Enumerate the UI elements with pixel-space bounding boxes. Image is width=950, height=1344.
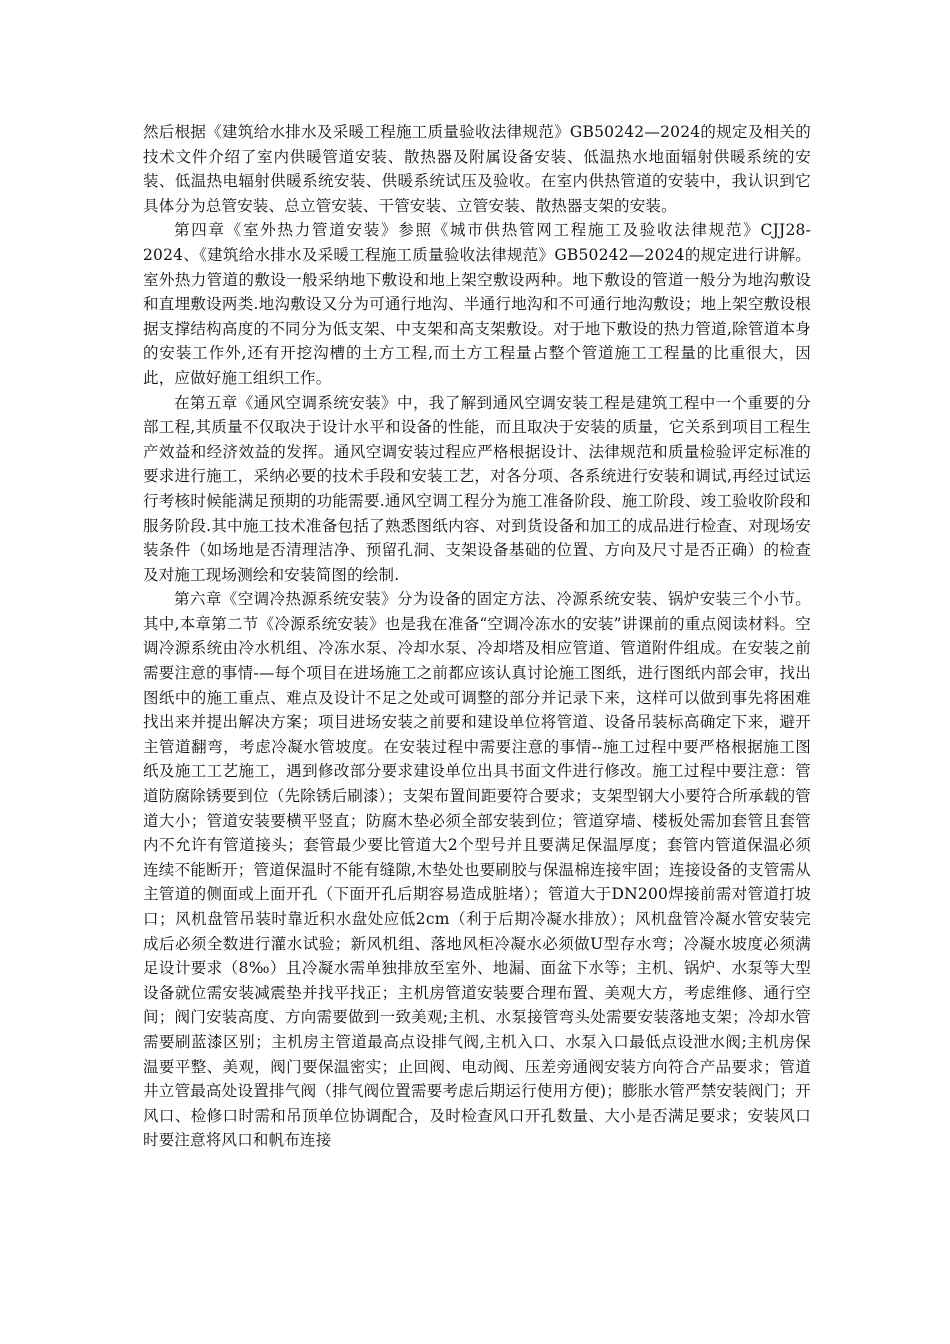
paragraph-chapter-5: 在第五章《通风空调系统安装》中，我了解到通风空调安装工程是建筑工程中一个重要的分部工程,其质量不仅取决于设计水平和设备的性能，而且取决于安装的质量，它关系到项目工程生产效益和经济效益的发挥。通风空调安装过程应严格根据设计、法律规范和质量检验评定标准的要求进行施工，采纳必要的技术手段和安装工艺，对各分项、各系统进行安装和调试,再经过试运行考核时候能满足预期的功能需要.通风空调工程分为施工准备阶段、施工阶段、竣工验收阶段和服务阶段.其中施工技术准备包括了熟悉图纸内容、对到货设备和加工的成品进行检查、对现场安装条件（如场地是否清理洁净、预留孔洞、支架设备基础的位置、方向及尺寸是否正确）的检查及对施工现场测绘和安装简图的绘制. — [143, 393, 811, 584]
paragraph-chapter-4: 第四章《室外热力管道安装》参照《城市供热管网工程施工及验收法律规范》CJJ28-2024、《建筑给水排水及采暖工程施工质量验收法律规范》GB50242—2024的规定进行讲解。室外热力管道的敷设一般采纳地下敷设和地上架空敷设两种。地下敷设的管道一般分为地沟敷设和直埋敷设两类.地沟敷设又分为可通行地沟、半通行地沟和不可通行地沟敷设；地上架空敷设根据支撑结构高度的不同分为低支架、中支架和高支架敷设。对于地下敷设的热力管道,除管道本身的安装工作外,还有开挖沟槽的土方工程,而土方工程量占整个管道施工工程量的比重很大，因此，应做好施工组织工作。 — [143, 221, 811, 387]
paragraph-chapter-6: 第六章《空调冷热源系统安装》分为设备的固定方法、冷源系统安装、锅炉安装三个小节。其中,本章第二节《冷源系统安装》也是我在准备“空调冷冻水的安装”讲课前的重点阅读材料。空调冷源系统由冷水机组、冷冻水泵、冷却水泵、冷却塔及相应管道、管道附件组成。在安装之前需要注意的事情-—每个项目在进场施工之前都应该认真讨论施工图纸，进行图纸内部会审，找出图纸中的施工重点、难点及设计不足之处或可调整的部分并记录下来，这样可以做到事先将困难找出来并提出解决方案；项目进场安装之前要和建设单位将管道、设备吊装标高确定下来，避开主管道翻弯，考虑冷凝水管坡度。在安装过程中需要注意的事情--施工过程中要严格根据施工图纸及施工工艺施工，遇到修改部分要求建设单位出具书面文件进行修改。施工过程中要注意：管道防腐除锈要到位（先除锈后刷漆）；支架布置间距要符合要求；支架型钢大小要符合所承载的管道大小；管道安装要横平竖直；防腐木垫必须全部安装到位；管道穿墙、楼板处需加套管且套管内不允许有管道接头；套管最少要比管道大2个型号并且要满足保温厚度；套管内管道保温必须连续不能断开；管道保温时不能有缝隙,木垫处也要刷胶与保温棉连接牢固；连接设备的支管需从主管道的侧面或上面开孔（下面开孔后期容易造成脏堵）；管道大于DN200焊接前需对管道打坡口；风机盘管吊装时靠近积水盘处应低2cm（利于后期冷凝水排放）；风机盘管冷凝水管安装完成后必须全数进行灌水试验；新风机组、落地风柜冷凝水必须做U型存水弯；冷凝水坡度必须满足设计要求（8‰）且冷凝水需单独排放至室外、地漏、面盆下水等；主机、锅炉、水泵等大型设备就位需安装减震垫并找平找正；主机房管道安装要合理布置、美观大方，考虑维修、通行空间；阀门安装高度、方向需要做到一致美观;主机、水泵接管弯头处需要安装落地支架；冷却水管需要刷蓝漆区别；主机房主管道最高点设排气阀,主机入口、水泵入口最低点设泄水阀;主机房保温要平整、美观，阀门要保温密实；止回阀、电动阀、压差旁通阀安装方向符合产品要求；管道井立管最高处设置排气阀（排气阀位置需要考虑后期运行使用方便)；膨胀水管严禁安装阀门；开风口、检修口时需和吊顶单位协调配合，及时检查风口开孔数量、大小是否满足要求；安装风口时要注意将风口和帆布连接 — [143, 590, 811, 1150]
document-body — [143, 120, 811, 1153]
paragraph-continuation: 然后根据《建筑给水排水及采暖工程施工质量验收法律规范》GB50242—2024的规定及相关的技术文件介绍了室内供暖管道安装、散热器及附属设备安装、低温热水地面辐射供暖系统的安装、低温热电辐射供暖系统安装、供暖系统试压及验收。在室内供热管道的安装中，我认识到它具体分为总管安装、总立管安装、干管安装、立管安装、散热器支架的安装。 — [143, 123, 811, 215]
